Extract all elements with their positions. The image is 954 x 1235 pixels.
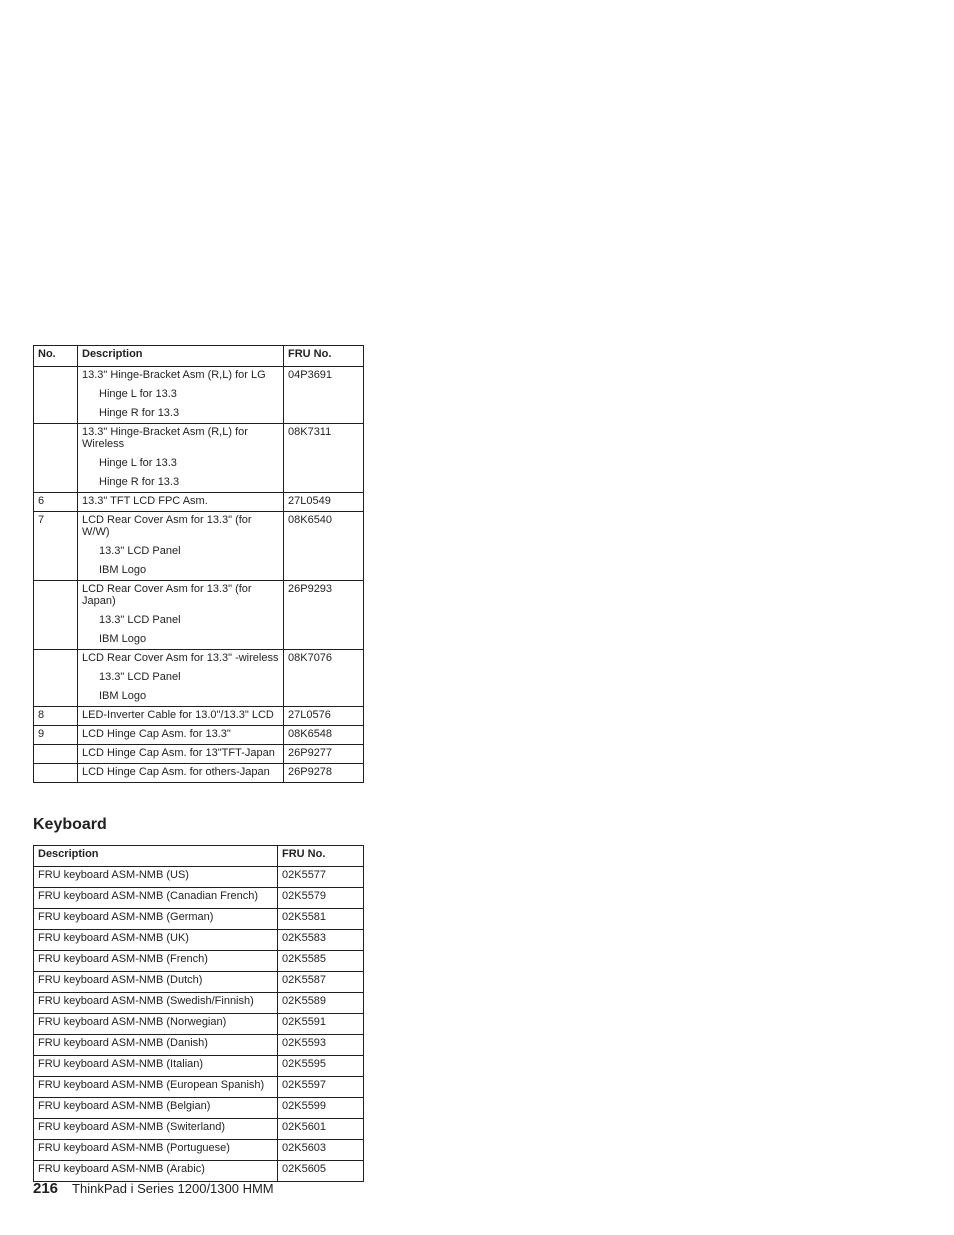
sub-item: Hinge L for 13.3 xyxy=(99,457,177,469)
description-text: LED-Inverter Cable for 13.0"/13.3" LCD xyxy=(82,709,274,721)
table-row xyxy=(34,909,364,930)
sub-item: IBM Logo xyxy=(99,690,147,702)
cell-description: FRU keyboard ASM-NMB (Swedish/Finnish) xyxy=(34,993,278,1014)
table-row xyxy=(34,1161,364,1182)
table-row xyxy=(34,951,364,972)
keyboard-fru-table xyxy=(33,845,364,1182)
cell-fru-no: 02K5579 xyxy=(278,888,364,909)
cell-description: FRU keyboard ASM-NMB (Canadian French) xyxy=(34,888,278,909)
table-row xyxy=(34,993,364,1014)
table-row xyxy=(34,1119,364,1140)
cell-fru-no: 27L0549 xyxy=(284,493,364,512)
cell-no xyxy=(34,581,78,650)
cell-fru-no: 08K6540 xyxy=(284,512,364,581)
cell-fru-no: 02K5605 xyxy=(278,1161,364,1182)
cell-description: FRU keyboard ASM-NMB (Switerland) xyxy=(34,1119,278,1140)
cell-description xyxy=(78,424,284,493)
table-row xyxy=(34,726,364,745)
table-row xyxy=(34,888,364,909)
sub-item: 13.3" LCD Panel xyxy=(99,545,181,557)
table-row xyxy=(34,1077,364,1098)
cell-description xyxy=(78,367,284,424)
cell-description: FRU keyboard ASM-NMB (German) xyxy=(34,909,278,930)
table-row xyxy=(34,745,364,764)
table-row xyxy=(34,650,364,707)
page-footer xyxy=(33,1180,274,1197)
sub-item: IBM Logo xyxy=(99,633,147,645)
sub-item: Hinge L for 13.3 xyxy=(99,388,177,400)
cell-no: 6 xyxy=(34,493,78,512)
cell-description: FRU keyboard ASM-NMB (Norwegian) xyxy=(34,1014,278,1035)
cell-no: 7 xyxy=(34,512,78,581)
cell-description: FRU keyboard ASM-NMB (Danish) xyxy=(34,1035,278,1056)
table-row xyxy=(34,930,364,951)
cell-fru-no: 04P3691 xyxy=(284,367,364,424)
table-header-row xyxy=(34,346,364,367)
cell-description xyxy=(78,581,284,650)
sub-item: 13.3" LCD Panel xyxy=(99,671,181,683)
description-text: 13.3" Hinge-Bracket Asm (R,L) for LG xyxy=(82,369,266,381)
cell-fru-no: 02K5595 xyxy=(278,1056,364,1077)
cell-description: FRU keyboard ASM-NMB (French) xyxy=(34,951,278,972)
cell-fru-no: 26P9293 xyxy=(284,581,364,650)
cell-fru-no: 02K5591 xyxy=(278,1014,364,1035)
cell-fru-no: 02K5577 xyxy=(278,867,364,888)
sub-item: 13.3" LCD Panel xyxy=(99,614,181,626)
cell-description xyxy=(78,650,284,707)
cell-no: 8 xyxy=(34,707,78,726)
description-text: 13.3" Hinge-Bracket Asm (R,L) for Wireless xyxy=(82,426,248,450)
description-text: LCD Rear Cover Asm for 13.3" -wireless xyxy=(82,652,279,664)
cell-no: 9 xyxy=(34,726,78,745)
cell-fru-no: 26P9277 xyxy=(284,745,364,764)
header-no: No. xyxy=(34,346,78,367)
table-row xyxy=(34,581,364,650)
cell-fru-no: 02K5589 xyxy=(278,993,364,1014)
cell-fru-no: 02K5603 xyxy=(278,1140,364,1161)
cell-fru-no: 02K5599 xyxy=(278,1098,364,1119)
table-row xyxy=(34,367,364,424)
cell-description: FRU keyboard ASM-NMB (US) xyxy=(34,867,278,888)
sub-item: Hinge R for 13.3 xyxy=(99,407,180,419)
table-row xyxy=(34,764,364,783)
cell-description xyxy=(78,512,284,581)
cell-description: FRU keyboard ASM-NMB (UK) xyxy=(34,930,278,951)
cell-description xyxy=(78,764,284,783)
cell-fru-no: 26P9278 xyxy=(284,764,364,783)
description-text: LCD Hinge Cap Asm. for 13"TFT-Japan xyxy=(82,747,275,759)
table-row xyxy=(34,1140,364,1161)
table-row xyxy=(34,493,364,512)
cell-description xyxy=(78,493,284,512)
header-description: Description xyxy=(78,346,284,367)
cell-description xyxy=(78,707,284,726)
description-text: 13.3" TFT LCD FPC Asm. xyxy=(82,495,208,507)
cell-description: FRU keyboard ASM-NMB (Arabic) xyxy=(34,1161,278,1182)
cell-fru-no: 02K5581 xyxy=(278,909,364,930)
cell-fru-no: 02K5585 xyxy=(278,951,364,972)
table-row xyxy=(34,1035,364,1056)
cell-no xyxy=(34,424,78,493)
header-description: Description xyxy=(34,846,278,867)
table-row xyxy=(34,972,364,993)
header-fru-no: FRU No. xyxy=(284,346,364,367)
cell-fru-no: 02K5593 xyxy=(278,1035,364,1056)
cell-no xyxy=(34,764,78,783)
lcd-fru-table xyxy=(33,345,364,783)
table-row xyxy=(34,1014,364,1035)
cell-description: FRU keyboard ASM-NMB (Portuguese) xyxy=(34,1140,278,1161)
cell-description xyxy=(78,726,284,745)
cell-fru-no: 02K5583 xyxy=(278,930,364,951)
table-row xyxy=(34,424,364,493)
table-header-row xyxy=(34,846,364,867)
cell-description: FRU keyboard ASM-NMB (Italian) xyxy=(34,1056,278,1077)
cell-no xyxy=(34,745,78,764)
cell-fru-no: 02K5587 xyxy=(278,972,364,993)
description-text: LCD Hinge Cap Asm. for 13.3" xyxy=(82,728,231,740)
section-title-keyboard: Keyboard xyxy=(33,816,107,833)
cell-fru-no: 08K7076 xyxy=(284,650,364,707)
table-row xyxy=(34,1056,364,1077)
table-row xyxy=(34,867,364,888)
table-row xyxy=(34,1098,364,1119)
sub-item: IBM Logo xyxy=(99,564,147,576)
description-text: LCD Rear Cover Asm for 13.3" (for W/W) xyxy=(82,514,252,538)
cell-description: FRU keyboard ASM-NMB (Dutch) xyxy=(34,972,278,993)
cell-fru-no: 02K5601 xyxy=(278,1119,364,1140)
header-fru-no: FRU No. xyxy=(278,846,364,867)
cell-fru-no: 08K7311 xyxy=(284,424,364,493)
description-text: LCD Hinge Cap Asm. for others-Japan xyxy=(82,766,270,778)
cell-no xyxy=(34,367,78,424)
document-title: ThinkPad i Series 1200/1300 HMM xyxy=(72,1181,274,1196)
cell-fru-no: 27L0576 xyxy=(284,707,364,726)
cell-description xyxy=(78,745,284,764)
description-text: LCD Rear Cover Asm for 13.3" (for Japan) xyxy=(82,583,252,607)
cell-description: FRU keyboard ASM-NMB (European Spanish) xyxy=(34,1077,278,1098)
sub-item: Hinge R for 13.3 xyxy=(99,476,180,488)
page-number: 216 xyxy=(33,1180,59,1197)
cell-fru-no: 02K5597 xyxy=(278,1077,364,1098)
table-row xyxy=(34,707,364,726)
cell-fru-no: 08K6548 xyxy=(284,726,364,745)
cell-description: FRU keyboard ASM-NMB (Belgian) xyxy=(34,1098,278,1119)
table-row xyxy=(34,512,364,581)
cell-no xyxy=(34,650,78,707)
